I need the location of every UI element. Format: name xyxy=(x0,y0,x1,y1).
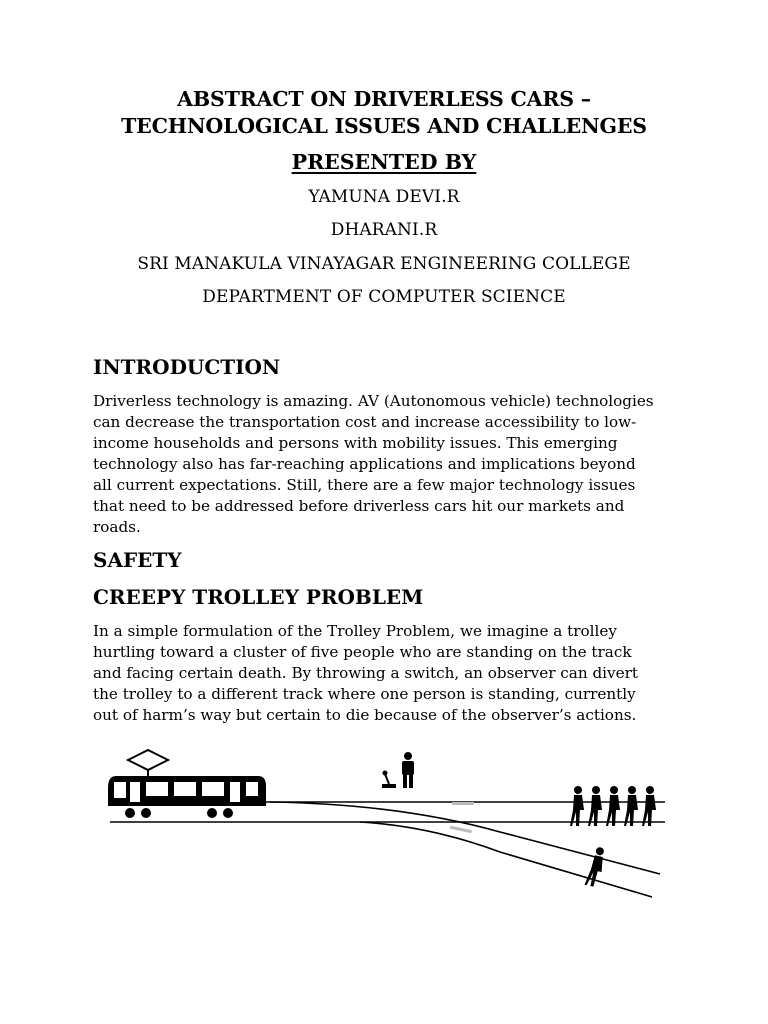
lever-icon xyxy=(382,771,396,789)
college-name: SRI MANAKULA VINAYAGAR ENGINEERING COLLEGE xyxy=(137,254,631,274)
five-people-icon xyxy=(570,786,656,826)
trolley-icon xyxy=(108,750,266,818)
paragraph-line: and facing certain death. By throwing a switch, an observer can divert xyxy=(93,664,638,682)
title-line-2: TECHNOLOGICAL ISSUES AND CHALLENGES xyxy=(121,114,647,138)
paragraph-line: Driverless technology is amazing. AV (Autonomous vehicle) technologies xyxy=(93,392,654,410)
presented-by-heading: PRESENTED BY xyxy=(291,150,477,174)
trolley-problem-illustration xyxy=(100,742,672,907)
paragraph-line: hurtling toward a cluster of five people who are standing on the track xyxy=(93,643,632,661)
paragraph-line: income households and persons with mobility issues. This emerging xyxy=(93,434,618,452)
switch-mark xyxy=(452,802,474,805)
paragraph-line: technology also has far-reaching applications and implications beyond xyxy=(93,455,636,473)
introduction-paragraph xyxy=(93,391,693,538)
trolley-problem-heading: CREEPY TROLLEY PROBLEM xyxy=(93,585,424,609)
title-line-1: ABSTRACT ON DRIVERLESS CARS – xyxy=(177,87,591,111)
switch-mark xyxy=(450,826,472,834)
paragraph-line: In a simple formulation of the Trolley Problem, we imagine a trolley xyxy=(93,622,617,640)
paragraph-line: the trolley to a different track where one person is standing, currently xyxy=(93,685,636,703)
single-person-icon xyxy=(585,846,607,888)
introduction-heading: INTRODUCTION xyxy=(93,355,281,379)
paragraph-line: that need to be addressed before driverless cars hit our markets and xyxy=(93,497,625,515)
paragraph-line: all current expectations. Still, there are a few major technology issues xyxy=(93,476,636,494)
paragraph-line: roads. xyxy=(93,518,141,536)
author-1: YAMUNA DEVI.R xyxy=(308,187,460,207)
paragraph-line: can decrease the transportation cost and increase accessibility to low- xyxy=(93,413,637,431)
paragraph-line: out of harm’s way but certain to die because of the observer’s actions. xyxy=(93,706,637,724)
department-name: DEPARTMENT OF COMPUTER SCIENCE xyxy=(202,287,566,307)
document-title xyxy=(60,86,708,140)
observer-person-icon xyxy=(402,752,414,788)
author-2: DHARANI.R xyxy=(330,220,438,240)
trolley-paragraph xyxy=(93,621,693,726)
safety-heading: SAFETY xyxy=(93,548,182,572)
